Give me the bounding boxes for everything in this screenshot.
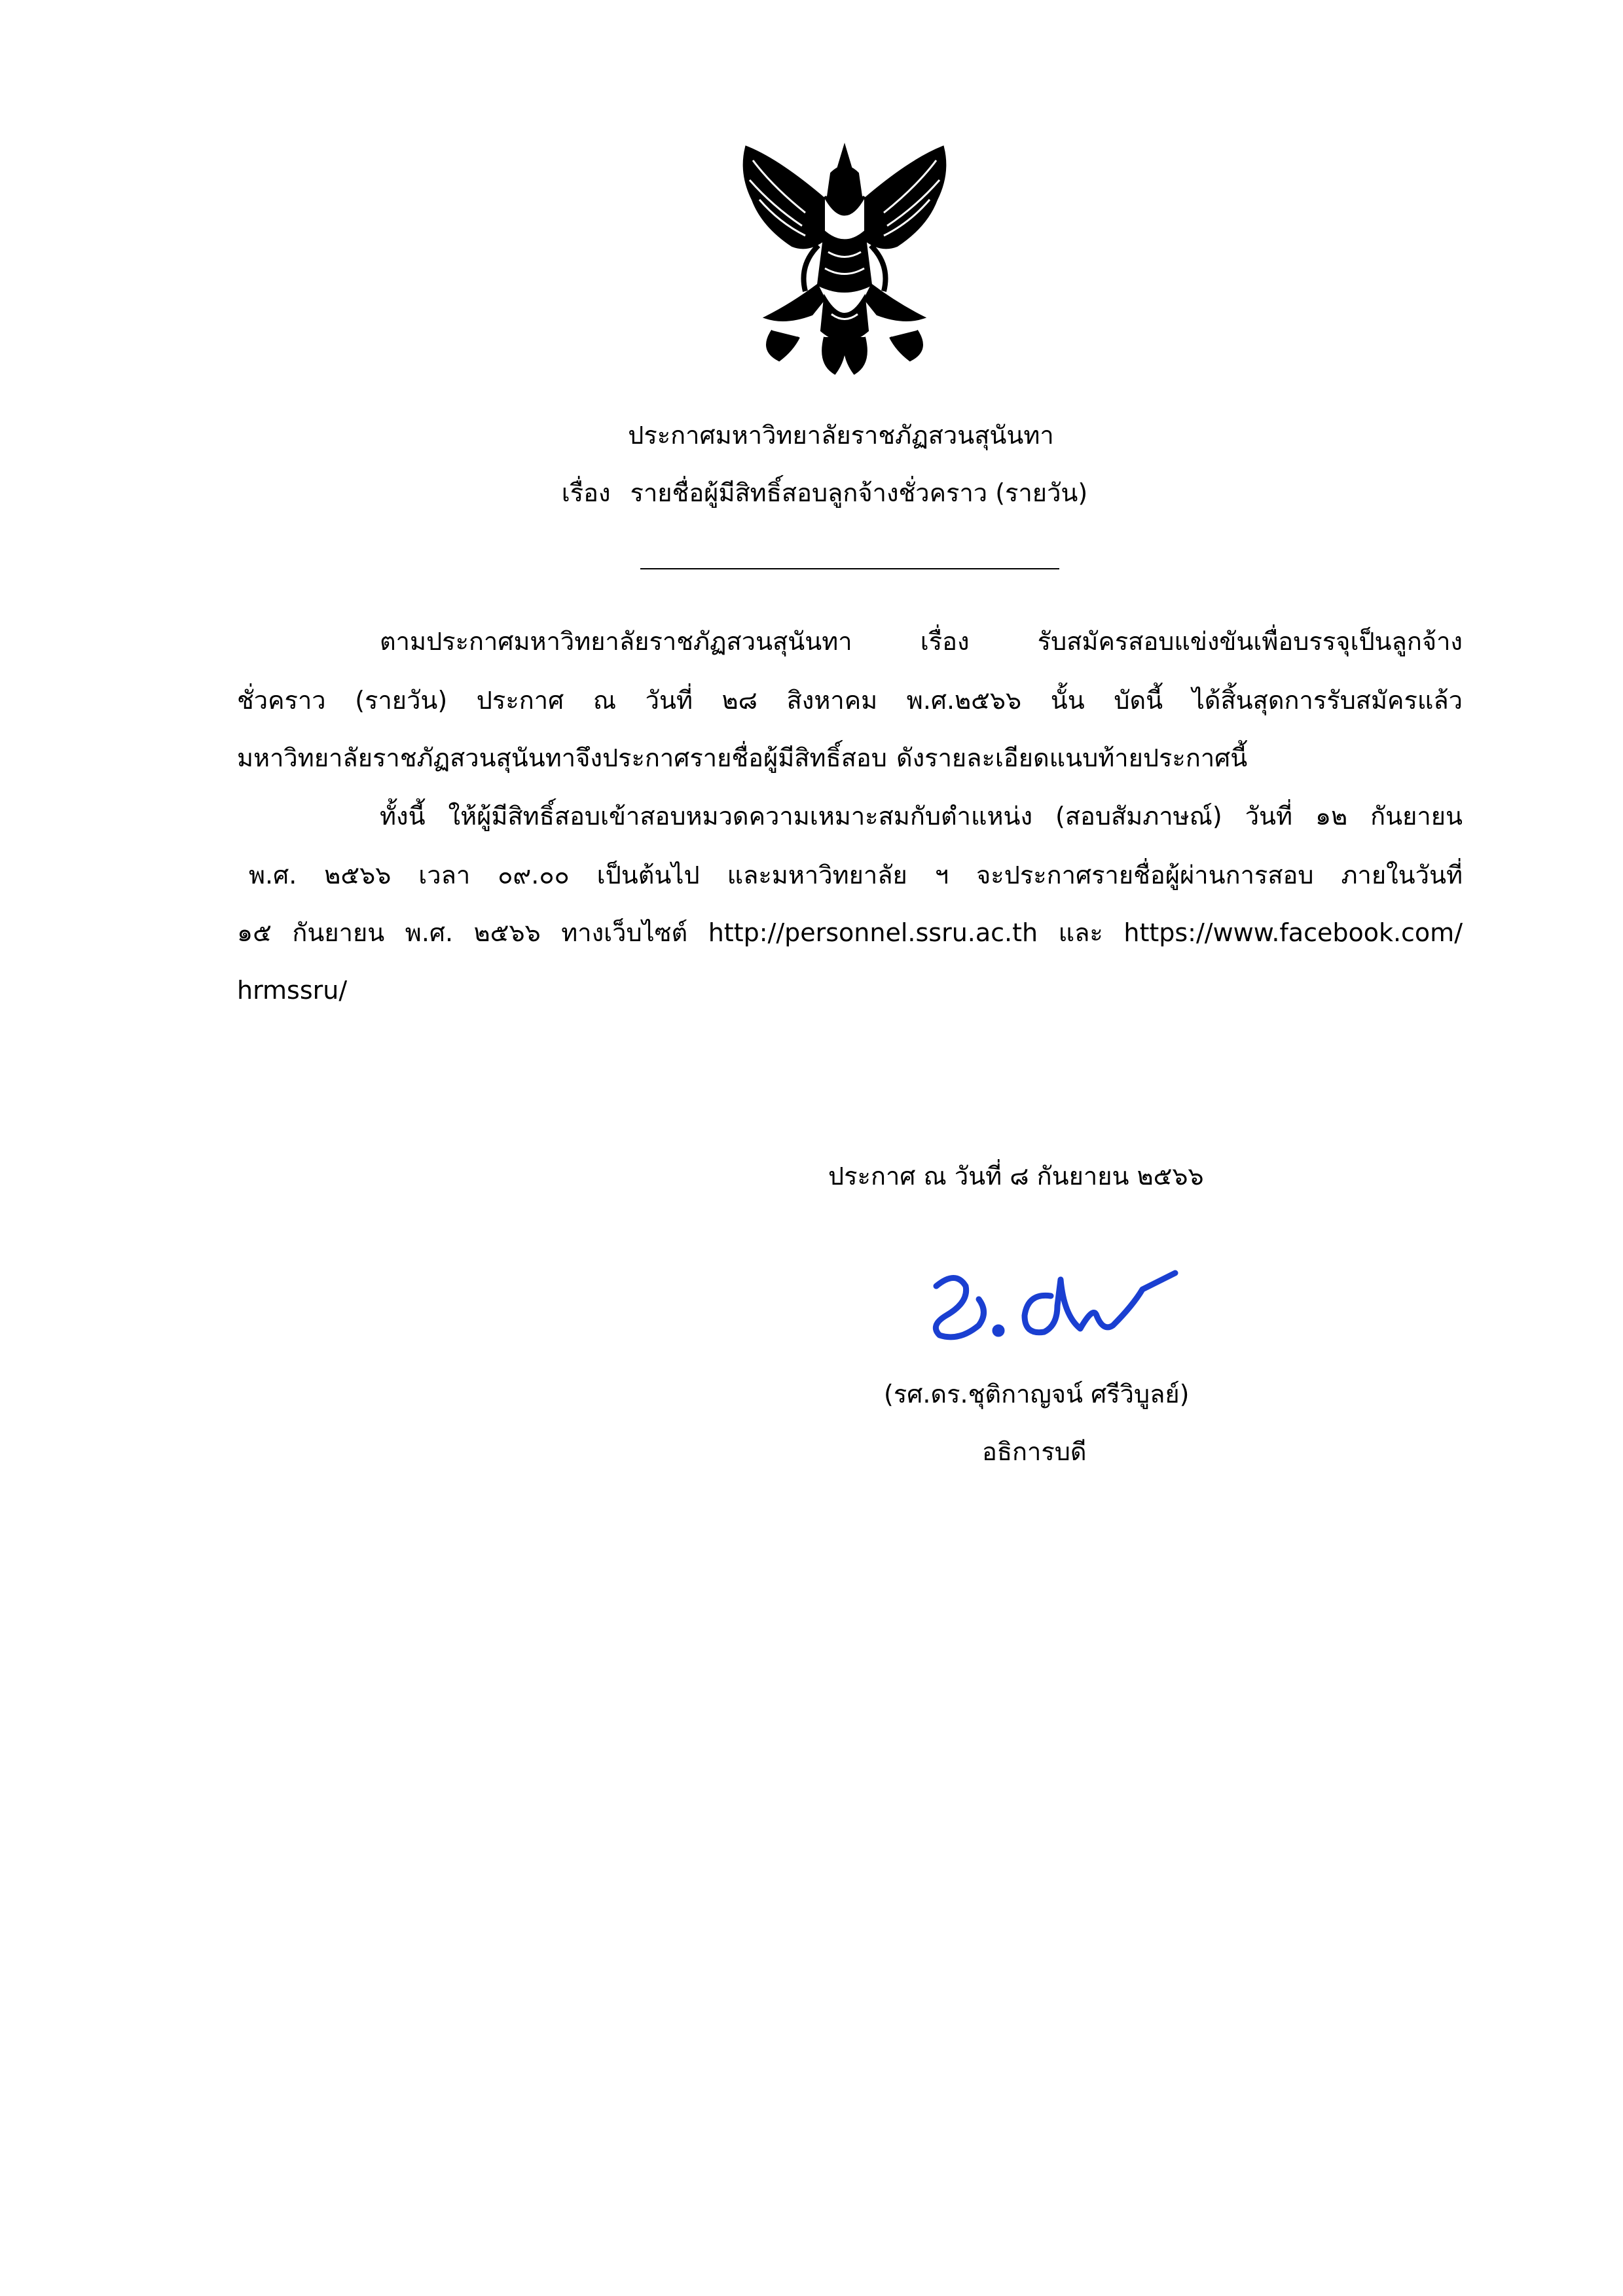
garuda-emblem-icon [727, 134, 962, 383]
paragraph-2-line-1: ทั้งนี้ ให้ผู้มีสิทธิ์สอบเข้าสอบหมวดความเหมาะสมกับตำแหน่ง (สอบสัมภาษณ์) วันที่ ๑๒ กันยายน [380, 802, 1463, 831]
signer-name: (รศ.ดร.ชุติกาญจน์ ศรีวิบูลย์) [884, 1380, 1190, 1408]
announcement-subject [13, 476, 1623, 509]
announcement-date: ประกาศ ณ วันที่ ๘ กันยายน ๒๕๖๖ [828, 1162, 1204, 1191]
paragraph-2-line-2: พ.ศ. ๒๕๖๖ เวลา ๐๙.๐๐ เป็นต้นไป และมหาวิทยาลัย ฯ จะประกาศรายชื่อผู้ผ่านการสอบ ภายในวันที่ [249, 861, 1463, 889]
paragraph-2-line-3: ๑๕ กันยายน พ.ศ. ๒๕๖๖ ทางเว็บไซต์ http://personnel.ssru.ac.th และ https://www.facebook.com/ [237, 918, 1463, 947]
paragraph-1-line-1: ตามประกาศมหาวิทยาลัยราชภัฏสวนสุนันทา เรื่อง รับสมัครสอบแข่งขันเพื่อบรรจุเป็นลูกจ้าง [380, 627, 1463, 656]
subject-text: รายชื่อผู้มีสิทธิ์สอบลูกจ้างชั่วคราว (รายวัน) [630, 478, 1088, 507]
signer-position: อธิการบดี [982, 1437, 1087, 1466]
paragraph-1-line-2: ชั่วคราว (รายวัน) ประกาศ ณ วันที่ ๒๘ สิงหาคม พ.ศ.๒๕๖๖ นั้น บัดนี้ ได้สิ้นสุดการรับสมัครแล้ว [237, 686, 1463, 715]
title-divider [640, 568, 1059, 569]
signature-icon [917, 1253, 1198, 1352]
paragraph-2-line-4: hrmssru/ [237, 976, 348, 1005]
paragraph-1-line-3: มหาวิทยาลัยราชภัฏสวนสุนันทาจึงประกาศรายชื่อผู้มีสิทธิ์สอบ ดังรายละเอียดแนบท้ายประกาศนี้ [237, 744, 1248, 772]
subject-label: เรื่อง [561, 478, 611, 507]
announcement-title: ประกาศมหาวิทยาลัยราชภัฏสวนสุนันทา [628, 421, 1054, 450]
